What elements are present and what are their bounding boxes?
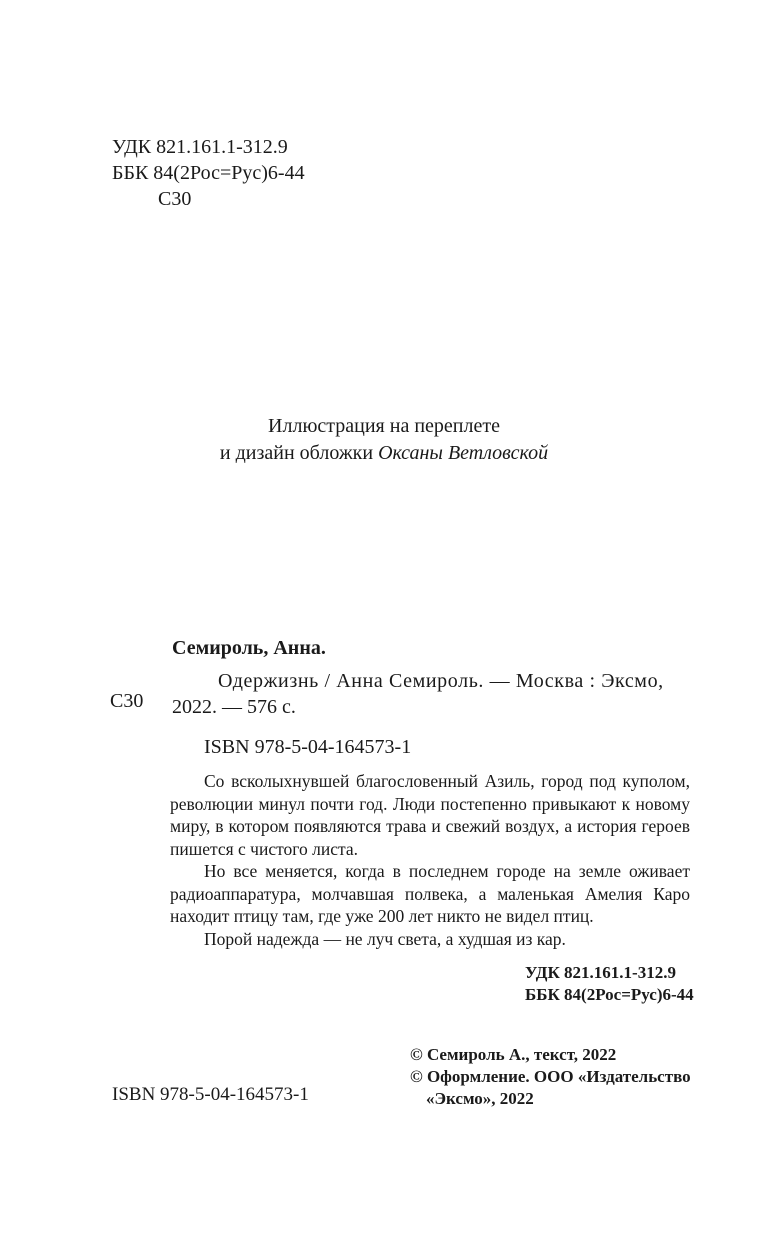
catalog-title-line-2: 2022. — 576 с. [172, 696, 296, 718]
copyright-text: © Семироль А., текст, 2022 [410, 1045, 617, 1064]
copyright-design-line-2: «Эксмо», 2022 [426, 1089, 534, 1108]
isbn-bottom: ISBN 978-5-04-164573-1 [112, 1084, 309, 1105]
copyright-design-line-1: © Оформление. ООО «Издательство [410, 1067, 691, 1086]
bbk-code-top: ББК 84(2Рос=Рус)6-44 [112, 162, 305, 184]
catalog-author-mark: С30 [110, 690, 144, 712]
annotation-paragraph-2: Но все меняется, когда в последнем городе на земле оживает радиоаппаратура, молчавшая полвека, а маленькая Амелия Каро находит птицу там, где уже 200 лет никто не видел птиц. [170, 861, 690, 926]
catalog-isbn: ISBN 978-5-04-164573-1 [204, 736, 412, 758]
annotation-paragraph-3: Порой надежда — не луч света, а худшая из кар. [204, 928, 566, 949]
annotation-paragraph-1: Со всколыхнувшей благословенный Азиль, город под куполом, революции минул почти год. Люди постепенно привыкают к новому миру, в котором появляются трава и свежий воздух, а история героев пишется с чистого листа. [170, 771, 690, 859]
catalog-title-line-1: Одержизнь / Анна Семироль. — Москва : Эксмо, [218, 670, 664, 692]
credits-line-2 [0, 440, 768, 467]
author-mark-top: С30 [158, 188, 192, 210]
credits-line-1: Иллюстрация на переплете [268, 415, 500, 437]
annotation [170, 770, 690, 950]
udk-code-bottom: УДК 821.161.1-312.9 [525, 963, 676, 982]
udk-code-top: УДК 821.161.1-312.9 [112, 136, 288, 158]
bbk-code-bottom: ББК 84(2Рос=Рус)6-44 [525, 985, 694, 1004]
credits-designer-name: Оксаны Ветловской [378, 442, 549, 464]
catalog-author: Семироль, Анна. [172, 637, 326, 659]
credits-line-2-text: и дизайн обложки [219, 442, 379, 464]
